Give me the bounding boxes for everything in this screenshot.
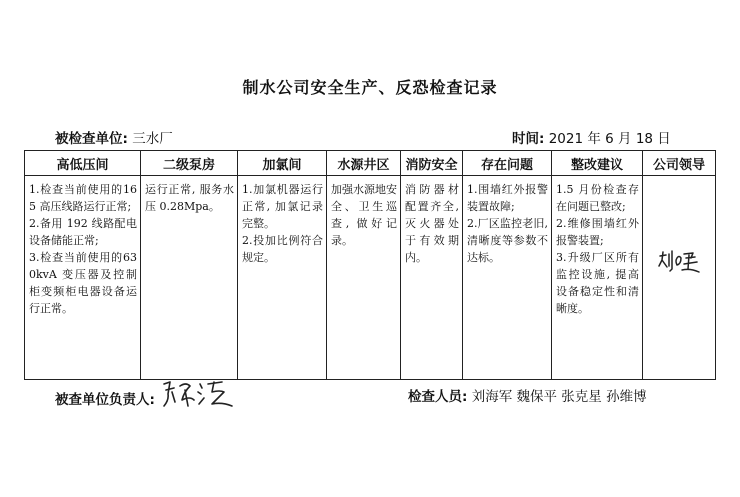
inspection-date bbox=[512, 127, 671, 147]
inspection-date-value: 2021 年 6 月 18 日 bbox=[548, 131, 671, 147]
table-row bbox=[25, 176, 716, 380]
header-water-source-well: 水源井区 bbox=[327, 151, 401, 176]
cell-existing-problems bbox=[463, 176, 552, 380]
cell-water-source-well bbox=[327, 176, 401, 380]
inspected-unit-label: 被检查单位: bbox=[55, 131, 128, 147]
inspected-unit bbox=[55, 127, 173, 147]
cell-line: 2.维修围墙红外报警装置; bbox=[556, 217, 639, 247]
cell-line: 3.检查当前使用的630kvA 变压器及控制柜变频柜电器设备运行正常。 bbox=[29, 251, 137, 315]
inspected-unit-value: 三水厂 bbox=[132, 131, 173, 147]
cell-high-low-voltage bbox=[25, 176, 141, 380]
cell-line: 2.投加比例符合规定。 bbox=[242, 234, 323, 264]
header-company-leader: 公司领导 bbox=[643, 151, 716, 176]
cell-line: 消防器材配置齐全, 灭火器处于有效期内。 bbox=[405, 183, 459, 264]
inspectors bbox=[408, 385, 647, 405]
header-chlorination-room: 加氯间 bbox=[238, 151, 327, 176]
cell-line: 运行正常, 服务水压 0.28Mpa。 bbox=[145, 183, 234, 213]
header-existing-problems: 存在问题 bbox=[463, 151, 552, 176]
cell-line: 1.加氯机器运行正常, 加氯记录完整。 bbox=[242, 183, 323, 230]
cell-company-leader bbox=[643, 176, 716, 380]
cell-line: 1.检查当前使用的165 高压线路运行正常; bbox=[29, 183, 137, 213]
cell-line: 加强水源地安全、卫生巡查, 做好记录。 bbox=[331, 183, 397, 247]
cell-fire-safety bbox=[401, 176, 463, 380]
cell-line: 3.升级厂区所有监控设施, 提高设备稳定性和清晰度。 bbox=[556, 251, 639, 315]
header-rectification: 整改建议 bbox=[552, 151, 643, 176]
cell-pump-room bbox=[141, 176, 238, 380]
inspection-date-label: 时间: bbox=[512, 131, 545, 147]
header-high-low-voltage: 高低压间 bbox=[25, 151, 141, 176]
responsible-person-label: 被查单位负责人: bbox=[55, 392, 155, 408]
header-fire-safety: 消防安全 bbox=[401, 151, 463, 176]
inspectors-label: 检查人员: bbox=[408, 389, 468, 405]
cell-line: 1.5 月份检查存在问题已整改; bbox=[556, 183, 639, 213]
cell-chlorination-room bbox=[238, 176, 327, 380]
cell-line: 2.备用 192 线路配电设备储能正常; bbox=[29, 217, 137, 247]
cell-rectification bbox=[552, 176, 643, 380]
inspectors-value: 刘海军 魏保平 张克星 孙维博 bbox=[471, 389, 647, 405]
responsible-person bbox=[55, 388, 155, 408]
header-pump-room: 二级泵房 bbox=[141, 151, 238, 176]
cell-line: 1.围墙红外报警装置故障; bbox=[467, 183, 548, 213]
table-header-row bbox=[25, 151, 716, 176]
leader-signature-image bbox=[655, 246, 705, 282]
responsible-signature-image bbox=[160, 378, 240, 412]
cell-line: 2.厂区监控老旧, 清晰度等参数不达标。 bbox=[467, 217, 548, 264]
inspection-table bbox=[24, 150, 716, 380]
document-title: 制水公司安全生产、反恐检查记录 bbox=[242, 78, 498, 97]
